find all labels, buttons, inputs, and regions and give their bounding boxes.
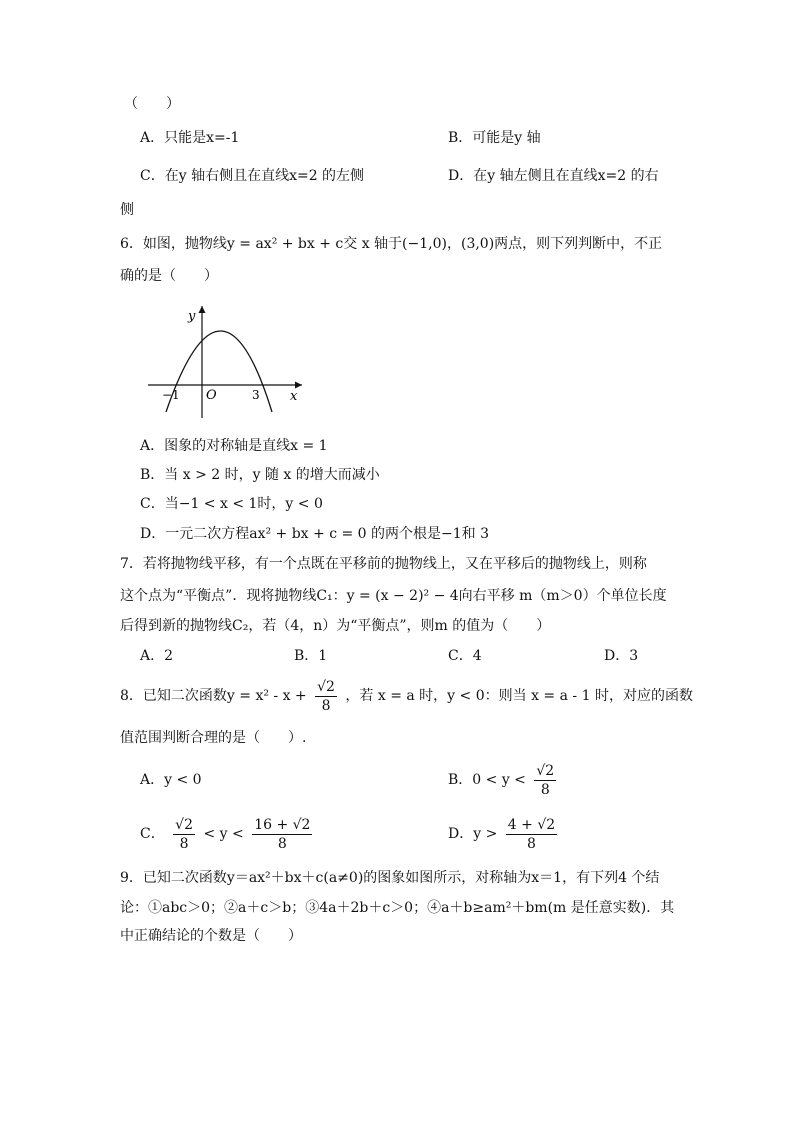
q8-stem-pre: 8．已知二次函数y = x² - x + [120, 688, 307, 704]
x-axis-label: x [290, 389, 298, 404]
q6-stem-line2: 确的是（ ） [120, 268, 218, 284]
q7-stem-line2: 这个点为“平衡点”．现将抛物线C₁：y = (x − 2)² − 4向右平移 m（m＞0）个单位长度 [120, 588, 667, 604]
q5-option-c: C．在y 轴右侧且在直线x=2 的左侧 [140, 168, 365, 184]
q8-stem-line1 [120, 676, 693, 716]
q8-frac-num: √2 [317, 678, 335, 695]
q8-option-b [448, 760, 560, 800]
q8-option-a: A．y < 0 [140, 772, 202, 788]
q8-option-d-num: 4 + √2 [507, 816, 556, 833]
origin-label: O [206, 388, 217, 403]
q5-option-d: D．在y 轴左侧且在直线x=2 的右 [448, 168, 659, 184]
q8-option-c [140, 814, 316, 854]
q8-frac-den: 8 [321, 697, 331, 714]
q8-option-b-text: B．0 < y < [448, 772, 526, 788]
q8-option-c-den1: 8 [179, 835, 189, 852]
q7-option-a: A．2 [140, 648, 174, 664]
q6-option-d: D．一元二次方程ax² + bx + c = 0 的两个根是−1和 3 [140, 526, 490, 542]
q8-option-c-num2: 16 + √2 [254, 816, 311, 833]
q8-option-c-num1: √2 [175, 816, 193, 833]
q8-option-c-label: C． [140, 826, 165, 842]
q6-option-a: A．图象的对称轴是直线x = 1 [140, 438, 328, 454]
q6-parabola-figure [144, 300, 314, 420]
q8-option-c-den2: 8 [277, 835, 287, 852]
q7-option-c: C．4 [448, 648, 482, 664]
q8-option-b-den: 8 [540, 781, 550, 798]
q9-stem-line1: 9．已知二次函数y＝ax²＋bx＋c(a≠0)的图象如图所示，对称轴为x＝1，有下列4 个结 [120, 870, 660, 886]
q9-stem-line2: 论：①abc＞0；②a＋c＞b；③4a＋2b＋c＞0；④a＋b≥am²＋bm(m 是任意实数)．其 [120, 900, 675, 916]
q8-option-b-fraction [534, 762, 556, 799]
q7-option-b: B．1 [294, 648, 328, 664]
q5-option-b: B．可能是y 轴 [448, 130, 541, 146]
q8-option-c-fraction-2 [252, 816, 312, 853]
q9-stem-line3: 中正确结论的个数是（ ） [120, 928, 302, 944]
q7-stem-line1: 7．若将抛物线平移，有一个点既在平移前的抛物线上，又在平移后的抛物线上，则称 [120, 556, 647, 572]
q8-stem-line2: 值范围判断合理的是（ ）. [120, 730, 307, 746]
q5-option-d-wrap: 侧 [120, 202, 134, 218]
q8-option-b-num: √2 [536, 762, 555, 779]
neg-one-tick-label: −1 [162, 388, 180, 402]
q8-option-c-fraction-1 [173, 816, 195, 853]
q6-option-c: C．当−1 < x < 1时，y < 0 [140, 496, 323, 512]
q8-option-c-mid: < y < [203, 826, 244, 842]
q8-stem-post: ，若 x = a 时，y < 0：则当 x = a - 1 时，对应的函数 [345, 688, 693, 704]
q8-option-d-fraction [506, 816, 557, 853]
q8-fraction-sqrt2-over-8 [315, 678, 337, 715]
three-tick-label: 3 [252, 388, 260, 402]
q8-option-d-text: D．y > [448, 826, 498, 842]
q7-option-d: D．3 [604, 648, 639, 664]
q5-answer-paren: （ ） [124, 96, 180, 112]
q5-option-a: A．只能是x=-1 [140, 130, 240, 146]
q7-stem-line3: 后得到新的抛物线C₂，若（4，n）为“平衡点”，则m 的值为（ ） [120, 618, 551, 634]
q6-stem-line1: 6．如图，抛物线y = ax² + bx + c交 x 轴于(−1,0)，(3,0)两点，则下列判断中，不正 [120, 236, 663, 252]
q8-option-d-den: 8 [527, 835, 536, 852]
y-axis-label: y [188, 309, 196, 324]
q8-option-d [448, 814, 561, 854]
q6-option-b: B．当 x > 2 时，y 随 x 的增大而减小 [140, 467, 380, 483]
